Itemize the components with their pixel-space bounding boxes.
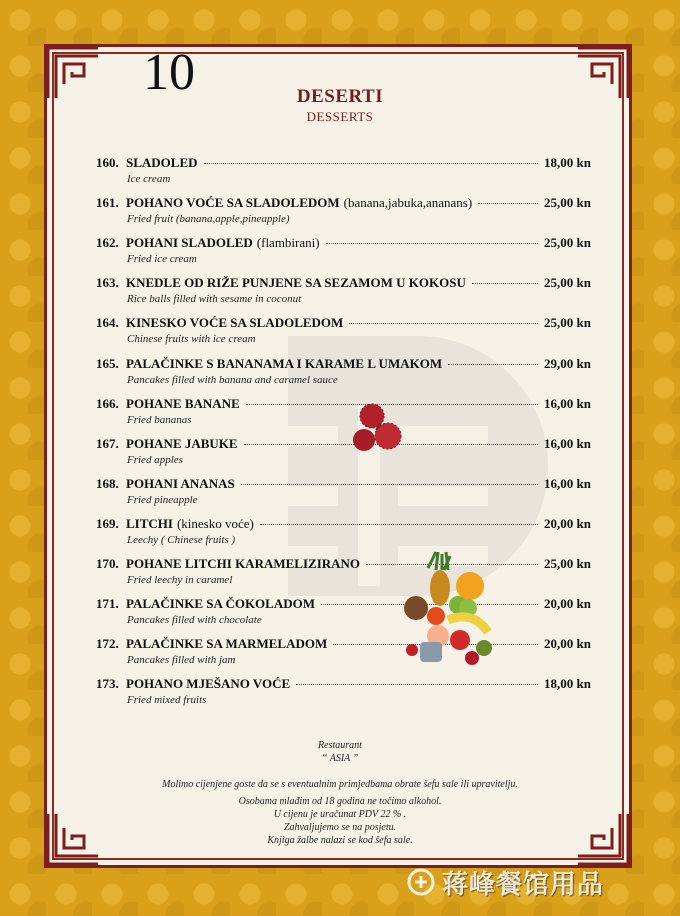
brand-watermark (406, 862, 642, 902)
menu-item-price: 16,00 kn (544, 435, 591, 451)
menu-item-number: 161. (96, 195, 119, 211)
menu-item-number: 166. (96, 395, 119, 411)
menu-item-row (96, 275, 591, 291)
menu-item-price: 20,00 kn (544, 636, 591, 652)
corner-ornament-icon (44, 810, 102, 868)
dot-leader (349, 322, 538, 324)
menu-item-price: 25,00 kn (544, 195, 591, 211)
menu-item-number: 163. (96, 275, 119, 291)
footer-note: Molimo cijenjene goste da se s eventualnim primjedbama obrate šefu sale ili upravitelju. (162, 779, 518, 790)
footer-restaurant-name: “ ASIA ” (321, 753, 359, 764)
dot-leader (204, 162, 539, 164)
menu-item-name: KNEDLE OD RIŽE PUNJENE SA SEZAMOM U KOKOSU (126, 275, 466, 291)
menu-item-row (96, 436, 591, 452)
footer-restaurant-label: Restaurant (318, 740, 362, 751)
menu-item-description: Leechy ( Chinese fruits ) (127, 533, 236, 546)
menu-item-price: 16,00 kn (544, 395, 591, 411)
menu-item-name: POHANO MJEŠANO VOĆE (126, 676, 291, 692)
footer-complaint-book: Knjiga žalbe nalazi se kod šefa sale. (267, 835, 413, 846)
menu-item-name: POHANE BANANE (126, 395, 240, 411)
menu-item (96, 676, 591, 712)
menu-item-price: 20,00 kn (544, 596, 591, 612)
menu-item-description: Fried pineapple (127, 493, 198, 506)
menu-item (96, 556, 591, 592)
menu-item-description: Fried mixed fruits (127, 694, 207, 707)
dot-leader (241, 483, 538, 485)
menu-item-price: 16,00 kn (544, 475, 591, 491)
fruit-basket-image (398, 550, 498, 675)
menu-item-price: 20,00 kn (544, 515, 591, 531)
menu-item-row (96, 556, 591, 572)
dot-leader (296, 683, 538, 685)
menu-item-row (96, 315, 591, 331)
menu-item-number: 170. (96, 556, 119, 571)
menu-item-number: 171. (96, 596, 119, 612)
menu-item-price: 18,00 kn (544, 676, 591, 692)
menu-item-number: 165. (96, 355, 119, 371)
menu-item-price: 25,00 kn (544, 275, 591, 291)
brand-logo-icon (406, 867, 436, 897)
menu-item-description: Ice cream (127, 173, 171, 185)
menu-item-row (96, 676, 591, 692)
menu-item-name-extra: (flambirani) (256, 235, 320, 251)
menu-item-name: PALAČINKE S BANANAMA I KARAME L UMAKOM (126, 355, 443, 371)
section-subtitle: DESSERTS (306, 109, 374, 124)
brand-watermark-text: 蒋峰餐馆用品 (442, 869, 605, 900)
menu-item-description: Fried leechy in caramel (127, 574, 233, 586)
menu-item-description: Pancakes filled with chocolate (127, 614, 262, 627)
menu-item-number: 160. (96, 155, 119, 170)
menu-item-name: POHANE LITCHI KARAMELIZIRANO (126, 556, 361, 571)
footer-alcohol-note: Osobama mlađim od 18 godina ne točimo alkohol. (238, 796, 442, 807)
menu-item-row (96, 356, 591, 372)
menu-item-name: PALAČINKE SA ČOKOLADOM (126, 596, 315, 612)
menu-item-name: LITCHI (126, 515, 173, 531)
page-number: 10 (143, 44, 195, 101)
footer-vat-note: U cijenu je uračunat PDV 22 % . (273, 809, 407, 820)
menu-item (96, 516, 591, 552)
menu-item-number: 164. (96, 315, 119, 331)
menu-item-price: 29,00 kn (544, 355, 591, 371)
menu-item-row (96, 596, 591, 612)
menu-item-name: SLADOLED (126, 155, 198, 170)
menu-item-name: POHANI SLADOLED (126, 235, 253, 251)
menu-item-number: 162. (96, 235, 119, 251)
menu-item-description: Pancakes filled with jam (127, 654, 236, 667)
menu-item-row (96, 516, 591, 532)
menu-item-price: 25,00 kn (544, 556, 591, 571)
lychee-image (350, 402, 408, 458)
menu-item (96, 315, 591, 351)
menu-item-description: Fried apples (127, 453, 183, 466)
menu-item-row (96, 235, 591, 251)
menu-item-name: PALAČINKE SA MARMELADOM (126, 636, 328, 652)
menu-item-description: Pancakes filled with banana and caramel sauce (127, 373, 338, 386)
menu-item-description: Chinese fruits with ice cream (127, 333, 256, 346)
menu-item-name: POHANI ANANAS (126, 475, 235, 491)
dot-leader (478, 202, 538, 204)
menu-item-description: Fried fruit (banana,apple,pineapple) (127, 213, 290, 226)
menu-item (96, 596, 591, 632)
dot-leader (472, 282, 538, 284)
menu-item (96, 235, 591, 271)
menu-item (96, 476, 591, 512)
menu-item-number: 172. (96, 636, 119, 652)
menu-item-description: Fried ice cream (127, 253, 197, 266)
menu-item (96, 356, 591, 392)
menu-item-number: 168. (96, 475, 119, 491)
menu-item-description: Rice balls filled with sesame in coconut (127, 293, 302, 306)
menu-item-name: POHANE JABUKE (126, 435, 238, 451)
menu-item-description: Fried bananas (127, 413, 192, 426)
menu-item (96, 275, 591, 311)
section-title: DESERTI (296, 86, 384, 107)
menu-item-number: 173. (96, 676, 119, 692)
corner-ornament-icon (574, 44, 632, 102)
menu-item (96, 195, 591, 231)
menu-item-row (96, 476, 591, 492)
menu-item-row (96, 195, 591, 211)
menu-item (96, 636, 591, 672)
menu-item-name: KINESKO VOĆE SA SLADOLEDOM (126, 315, 344, 331)
dot-leader (326, 242, 538, 244)
menu-item-price: 25,00 kn (544, 315, 591, 331)
menu-item (96, 396, 591, 432)
menu-item-price: 18,00 kn (544, 155, 591, 170)
menu-item-name-extra: (kinesko voće) (176, 515, 254, 531)
dot-leader (260, 523, 538, 525)
corner-ornament-icon (574, 810, 632, 868)
menu-item-row (96, 396, 591, 412)
footer-thanks: Zahvaljujemo se na posjetu. (283, 822, 397, 833)
dot-leader (448, 363, 538, 365)
menu-item-row (96, 155, 591, 171)
menu-item (96, 436, 591, 472)
menu-item-number: 167. (96, 435, 119, 451)
menu-item-name: POHANO VOĆE SA SLADOLEDOM (126, 195, 340, 211)
menu-item-number: 169. (96, 515, 119, 531)
menu-item-price: 25,00 kn (544, 235, 591, 251)
corner-ornament-icon (44, 44, 102, 102)
menu-item (96, 155, 591, 191)
menu-item-name-extra: (banana,jabuka,ananans) (343, 195, 473, 211)
menu-item-row (96, 636, 591, 652)
